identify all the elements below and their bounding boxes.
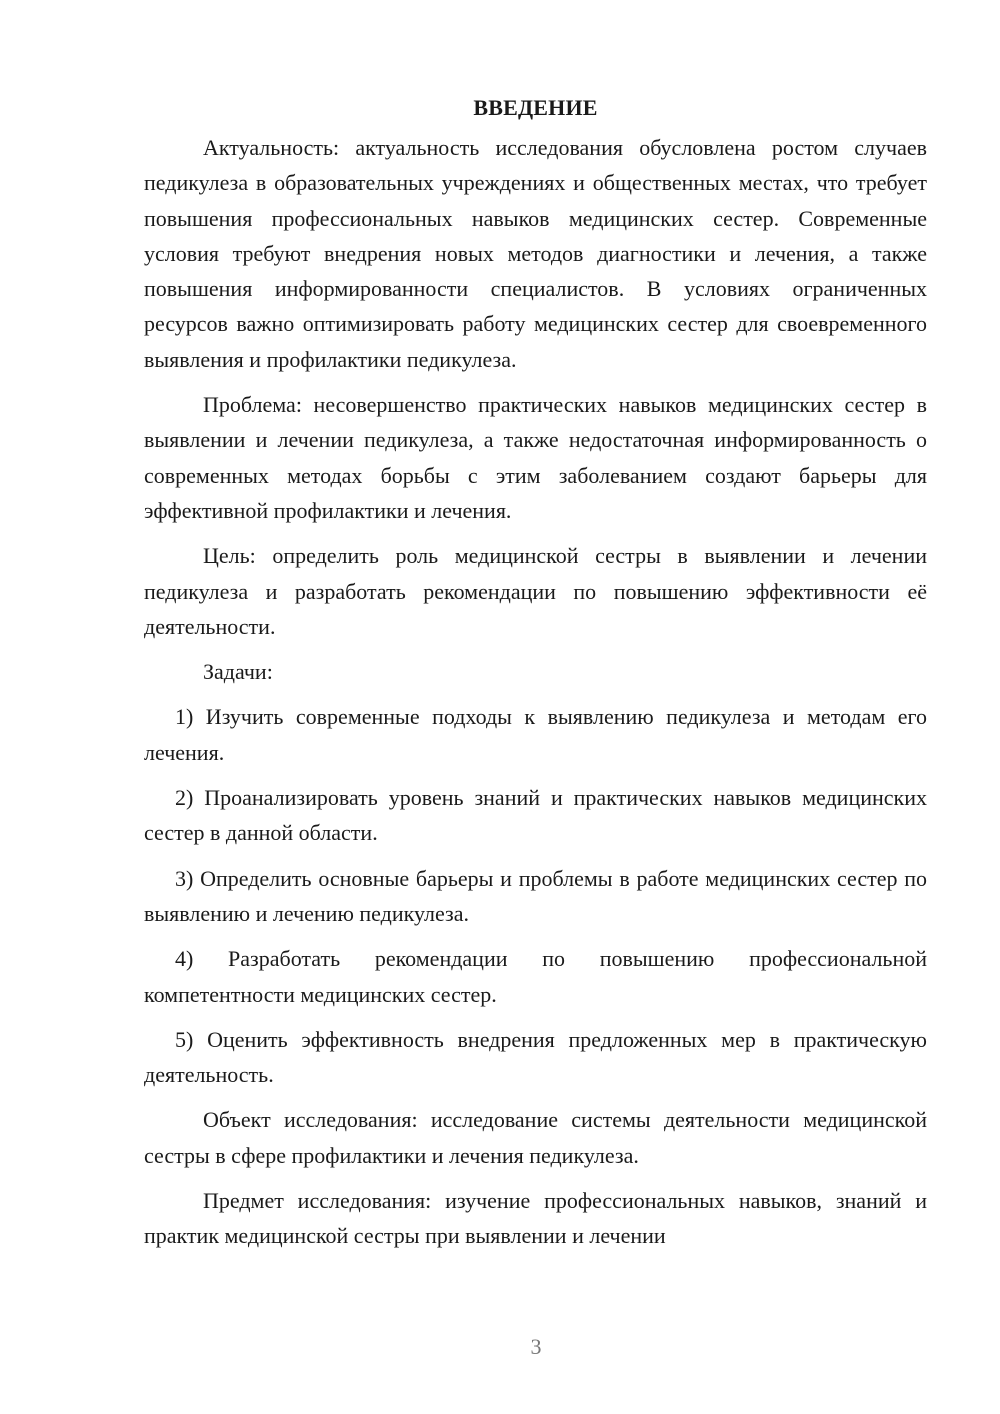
paragraph-tasks-label: Задачи: — [203, 659, 273, 685]
paragraph-goal: Цель: определить роль медицинской сестры в выявлении и лечении педикулеза и разработать рекомендации по повышению эффективности её деятельности. — [144, 543, 927, 639]
task-item-4: 4) Разработать рекомендации по повышению профессиональной компетентности медицинских сестер. — [144, 946, 927, 1007]
paragraph-object: Объект исследования: исследование системы деятельности медицинской сестры в сфере профилактики и лечения педикулеза. — [144, 1107, 927, 1168]
page-heading: ВВЕДЕНИЕ — [473, 95, 598, 120]
paragraph-relevance: Актуальность: актуальность исследования обусловлена ростом случаев педикулеза в образовательных учреждениях и общественных местах, что требует повышения профессиональных навыков медицинских сестер. Современные условия требуют внедрения новых методов диагностики и лечения, а также повышения информированности специалистов. В условиях ограниченных ресурсов важно оптимизировать работу медицинских сестер для своевременного выявления и профилактики педикулеза. — [144, 135, 927, 372]
task-item-3: 3) Определить основные барьеры и проблемы в работе медицинских сестер по выявлению и лечению педикулеза. — [144, 865, 927, 926]
document-page — [144, 90, 927, 1264]
paragraph-problem: Проблема: несовершенство практических навыков медицинских сестер в выявлении и лечении педикулеза, а также недостаточная информированность о современных методах борьбы с этим заболеванием создают барьеры для эффективной профилактики и лечения. — [144, 392, 927, 523]
paragraph-subject: Предмет исследования: изучение профессиональных навыков, знаний и практик медицинской сестры при выявлении и лечении — [144, 1188, 927, 1249]
task-item-1: 1) Изучить современные подходы к выявлению педикулеза и методам его лечения. — [144, 704, 927, 765]
task-item-5: 5) Оценить эффективность внедрения предложенных мер в практическую деятельность. — [144, 1026, 927, 1088]
task-item-2: 2) Проанализировать уровень знаний и практических навыков медицинских сестер в данной области. — [144, 785, 927, 846]
page-number: 3 — [530, 1334, 542, 1359]
